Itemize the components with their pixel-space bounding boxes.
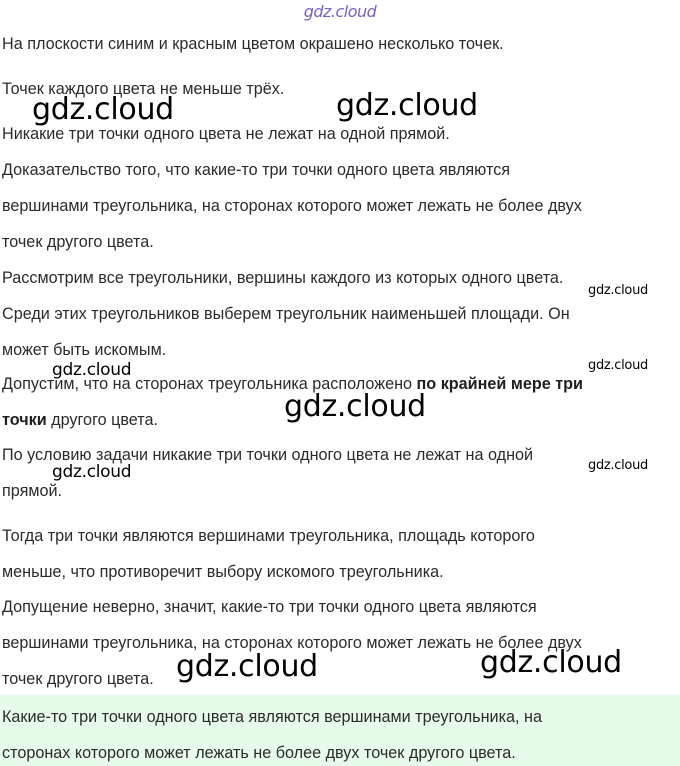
- text-line-condition-1: На плоскости синим и красным цветом окрашено несколько точек.: [2, 35, 504, 53]
- watermark: gdz.cloud: [52, 462, 132, 482]
- text-line-assumption-2: [2, 410, 158, 430]
- answer-line-2: сторонах которого может лежать не более двух точек другого цвета.: [2, 744, 516, 762]
- text-line-solution-3: может быть искомым.: [2, 341, 167, 359]
- watermark: gdz.cloud: [284, 389, 426, 424]
- text-run: другого цвета.: [46, 411, 158, 429]
- answer-line-1: Какие-то три точки одного цвета являются вершинами треугольника, на: [2, 708, 542, 726]
- watermark: gdz.cloud: [336, 88, 478, 123]
- text-line-contradiction-2: меньше, что противоречит выбору искомого треугольника.: [2, 563, 444, 581]
- text-line-conclusion-1: Допущение неверно, значит, какие-то три точки одного цвета являются: [2, 598, 537, 616]
- text-line-conclusion-3: точек другого цвета.: [2, 670, 154, 688]
- text-line-conclusion-2: вершинами треугольника, на сторонах которого может лежать не более двух: [2, 634, 582, 652]
- watermark: gdz.cloud: [588, 283, 648, 298]
- site-header: [0, 0, 680, 24]
- text-line-task-3: точек другого цвета.: [2, 233, 154, 251]
- site-logo[interactable]: gdz.cloud: [303, 2, 377, 21]
- text-run: Допустим, что на сторонах треугольника расположено: [2, 375, 417, 393]
- watermark: gdz.cloud: [480, 645, 622, 680]
- text-line-task-2: вершинами треугольника, на сторонах которого может лежать не более двух: [2, 197, 582, 215]
- text-line-reason-2: прямой.: [2, 482, 63, 500]
- bold-phrase: по крайней мере три: [416, 375, 583, 393]
- text-line-reason-1: По условию задачи никакие три точки одного цвета не лежат на одной: [2, 446, 534, 464]
- text-line-condition-3: Никакие три точки одного цвета не лежат на одной прямой.: [2, 125, 450, 143]
- text-line-task-1: Доказательство того, что какие-то три точки одного цвета являются: [2, 161, 511, 179]
- watermark: gdz.cloud: [588, 458, 648, 473]
- text-line-solution-2: Среди этих треугольников выберем треугольник наименьшей площади. Он: [2, 305, 570, 323]
- watermark: gdz.cloud: [588, 358, 648, 373]
- text-line-condition-2: Точек каждого цвета не меньше трёх.: [2, 80, 285, 98]
- text-line-solution-1: Рассмотрим все треугольники, вершины каждого из которых одного цвета.: [2, 269, 564, 287]
- watermark: gdz.cloud: [176, 649, 318, 684]
- watermark: gdz.cloud: [52, 360, 132, 380]
- text-line-contradiction-1: Тогда три точки являются вершинами треугольника, площадь которого: [2, 527, 535, 545]
- bold-phrase: точки: [2, 411, 47, 429]
- watermark: gdz.cloud: [32, 92, 174, 127]
